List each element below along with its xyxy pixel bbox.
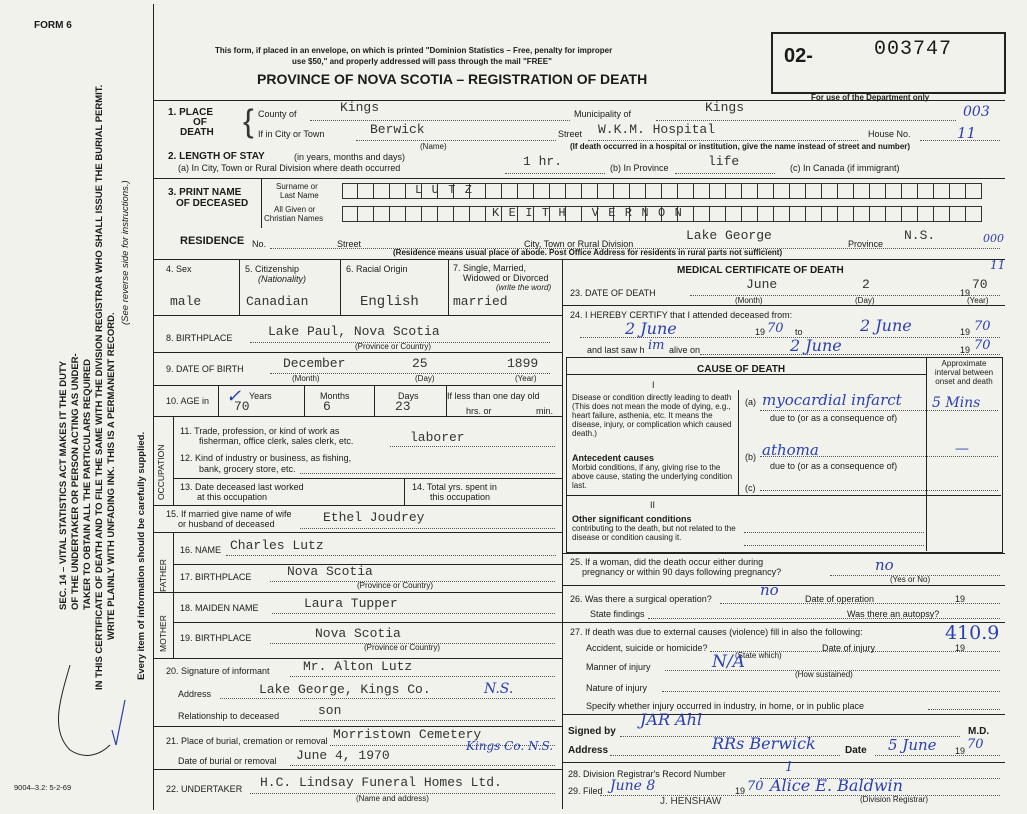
stay-label: 2. LENGTH OF STAY <box>168 151 265 162</box>
medical-corner-code: 11 <box>990 258 1006 272</box>
filed-label: 29. Filed <box>568 786 603 796</box>
alive-on-label: alive on <box>669 345 701 355</box>
name-note: (Name) <box>420 142 447 151</box>
form-title: PROVINCE OF NOVA SCOTIA – REGISTRATION OF DEATH <box>257 71 648 87</box>
attend-to: 2 June <box>860 316 912 335</box>
burial-label: 21. Place of burial, cremation or removal <box>166 736 328 746</box>
residence-label: RESIDENCE <box>180 235 245 247</box>
manner-label: Manner of injury <box>586 662 651 672</box>
father-bp-label: 17. BIRTHPLACE <box>180 572 252 582</box>
filed-year-prefix: 19 <box>735 786 746 796</box>
less-day-label: If less than one day old <box>447 391 540 401</box>
side-text-col2: OF THE UNDERTAKER OR PERSON ACTING AS UNDER- <box>70 353 81 610</box>
given-label2: Christian Names <box>264 214 324 223</box>
last-saw-label: and last saw h <box>587 345 645 355</box>
age-label: 10. AGE in <box>166 396 210 406</box>
burial-date-hw: Kings Co. N.S. <box>466 739 554 753</box>
days-label: Days <box>398 391 419 401</box>
antecedent-note: Morbid conditions, if any, giving rise to the above cause, stating the underlying condition last. <box>572 463 733 490</box>
citizenship-label2: (Nationality) <box>258 274 307 284</box>
last-saw-hw: im <box>648 338 665 353</box>
surname-value: LUTZ <box>415 183 482 197</box>
marital-label3: (write the word) <box>496 283 552 292</box>
dod-day: 2 <box>862 277 870 292</box>
stay-c-label: (c) In Canada (if immigrant) <box>790 163 900 173</box>
part-1: I <box>652 380 655 390</box>
antecedent-label: Antecedent causes <box>572 453 655 463</box>
house-label: House No. <box>868 129 911 139</box>
industry-label2: bank, grocery store, etc. <box>199 464 296 474</box>
residence-street-label: Street <box>337 239 362 249</box>
last-saw-year: 70 <box>974 338 991 353</box>
cause-a-interval: 5 Mins <box>932 395 981 411</box>
undertaker-note: (Name and address) <box>356 794 429 803</box>
residence-city: Lake George <box>686 228 772 243</box>
how-sustained: (How sustained) <box>795 670 853 679</box>
relationship-label: Relationship to deceased <box>178 711 280 721</box>
place-label2: OF <box>193 117 207 128</box>
mother-name: Laura Tupper <box>304 596 398 611</box>
attend-label: 24. I HEREBY CERTIFY that I attended deceased from: <box>570 310 793 320</box>
father-bp: Nova Scotia <box>287 564 373 579</box>
racial-label: 6. Racial Origin <box>346 264 408 274</box>
mother-vertical: MOTHER <box>158 615 168 652</box>
side-text-col3: TAKER TO OBTAIN ALL THE PARTICULARS REQUIRED <box>82 358 93 610</box>
death-registration-form: FORM 6 SEC. 14 – VITAL STATISTICS ACT MAKES IT THE DUTY OF THE UNDERTAKER OR PERSON ACTING AS UNDER- TAKER TO OBTAIN ALL THE PARTICULARS REQUIRED IN THIS CERTIFICATE OF DEATH AND TO FILE THE SAME WITH THE DIVISION REGISTRAR WHO SHALL ISSUE THE BURIAL PERMIT. WRITE PLAINLY WITH UNFADING INK. THIS IS A PERMANENT RECORD. (See reverse side for instructions.) Every item of information should be carefully supplied. 9004–3.2: 5-2-69 This form, if placed in an envelope, on which is printed "Dominion Statistics – Free, penalty for improper use $50," and properly addressed will pass through the mail "FREE" PROVINCE OF NOVA SCOTIA – REGISTRATION OF DEATH 02- 003747 For use of the Department only 1. PLACE OF DEATH { County of Kings Municipality of Kings 003 If in City or Town Berwick (Name) Street W.K.M. Hospital House No. 11 (If death occurred in a hospital or institution, give the name instead of street and number) 2. LENGTH OF STAY (in years, months and days) (a) In City, Town or Rural Division where death occurred 1 hr. (b) In Province life (c) In Canada (if immigrant) 3. PRINT NAME OF DECEASED Surname or Last Name All Given or Christian Names LUTZ KEITH VERNON RESIDENCE No. Street City, Town or Rural Division Lake George Province N.S. 000 (Residence means usual place of abode. Post Office Address for residents in rural parts not sufficient) 4. Sex male 5. Citizenship (Nationality) Canadian 6. Racial Origin English 7. Single, Married, Widowed or Divorced (write the word) married 8. BIRTHPLACE Lake Paul, Nova Scotia (Province or Country) 9. DATE OF BIRTH December 25 1899 (Month) (Day) (Year) 10. AGE in Years 70 ✓ Months 6 Days 23 If less than one day old hrs. or min. OCCUPATION 11. Trade, profession, or kind of work as fisherman, office clerk, sales clerk, etc. laborer 12. Kind of industry or business, as fishing, bank, grocery store, etc. 13. Date deceased last worked at this occupation 14. Total yrs. spent in this occupation 15. If married give name of wife or husband of deceased Ethel Joudrey FATHER MOTHER 16. NAME Charles Lutz 17. BIRTHPLACE Nova Scotia (Province or Country) 18. MAIDEN NAME Laura Tupper 19. BIRTHPLACE Nova Scotia (Province or Country) 20. Signature of informant Mr. Alton Lutz Address Lake George, Kings Co. N.S. Relationship to deceased son 21. Place of burial, cremation or removal Morristown Cemetery Date of burial or removal June 4, 1970 Kings Co. N.S. 22. UNDERTAKER H.C. Lindsay Funeral Homes Ltd. (Name and address) MEDICAL CERTIFICATE OF DEATH 11 23. DATE OF DEATH June 2 19 70 (Month) (Day) (Year) 24. I HEREBY CERTIFY that I attended deceased from: 2 June 19 70 to 2 June 19 70 and last saw h im alive on 2 June 19 70 CAUSE OF DEATH Approximate interval between onset and death I Disease or condition directly leading to death (This does not mean the mode of dying, e.g., heart failure, asthenia, etc. It means the disease, injury, or complication which caused death.) (a) myocardial infarct 5 Mins due to (or as a consequence of) Antecedent causes Morbid conditions, if any, giving rise to the above cause, stating the underlying condition last. (b) athoma — due to (or as a consequence of) (c) II Other significant conditions contributing to the death, but not related to the disease or condition causing it. 25. If a woman, did the death occur either during pregnancy or within 90 days following pregnancy? no (Yes or No) 26. Was there a surgical operation? no Date of operation 19 State findings Was there an autopsy? 27. If death was due to external causes (violence) fill in also the following: 410.9 Accident, suicide or homicide? Date of injury 19 (State which) Manner of injury N/A (How sustained) Nature of injury Specify whether injury occurred in industry, in home, or in public place Signed by JAR Ahl M.D. Address RRs Berwick Date 5 June 19 70 28. Division Registrar's Record Number 1 29. Filed June 8 19 70 Alice E. Baldwin J. HENSHAW (Division Registrar) <box>0 0 1027 814</box>
dod-year-prefix: 19 <box>960 288 971 298</box>
municipality-label: Municipality of <box>574 109 632 119</box>
total-years-label1: 14. Total yrs. spent in <box>412 482 497 492</box>
attend-from: 2 June <box>625 319 677 338</box>
reg-prefix: 02- <box>784 45 813 67</box>
interval-label: Approximate interval between onset and death <box>934 359 994 386</box>
dod-month: June <box>746 277 778 292</box>
nature-label: Nature of injury <box>586 683 648 693</box>
father-bp-note: (Province or Country) <box>357 581 434 590</box>
dod-day-note: (Day) <box>855 296 875 305</box>
record-label: 28. Division Registrar's Record Number <box>568 769 726 779</box>
father-vertical: FATHER <box>158 559 168 592</box>
relationship-value: son <box>318 703 342 718</box>
accident-label: Accident, suicide or homicide? <box>586 643 708 653</box>
last-saw-date: 2 June <box>790 336 842 355</box>
sex-label: 4. Sex <box>166 264 192 274</box>
findings-label: State findings <box>590 609 645 619</box>
injury-date-label: Date of injury <box>822 643 876 653</box>
informant-label: 20. Signature of informant <box>166 666 270 676</box>
residence-city-label: City, Town or Rural Division <box>524 239 634 249</box>
other-note: contributing to the death, but not related to the disease or condition causing it. <box>572 524 736 542</box>
years-check-mark: ✓ <box>226 386 242 407</box>
signed-value: JAR Ahl <box>640 710 703 729</box>
q26-date-label: Date of operation <box>805 594 875 604</box>
q26-label: 26. Was there a surgical operation? <box>570 594 712 604</box>
city-label: If in City or Town <box>258 129 325 139</box>
street-value: W.K.M. Hospital <box>598 122 716 137</box>
direct-label: Disease or condition directly leading to death (This does not mean the mode of dying, e.g., heart failure, asthenia, etc. It means the disease, injury, or complication which caused death.) <box>572 393 732 438</box>
burial-date-label: Date of burial or removal <box>178 756 277 766</box>
name-label2: OF DECEASED <box>176 198 249 209</box>
street-label: Street <box>558 129 583 139</box>
days-value: 23 <box>395 399 411 414</box>
min-label: min. <box>536 406 554 416</box>
dept-use: For use of the Department only <box>811 93 930 102</box>
filed-year: 70 <box>747 779 764 794</box>
stay-label-note: (in years, months and days) <box>294 152 406 162</box>
father-name-label: 16. NAME <box>180 545 222 555</box>
industry-label1: 12. Kind of industry or business, as fishing, <box>180 453 352 463</box>
attend-to-label: to <box>795 327 803 337</box>
place-label1: 1. PLACE <box>168 107 214 118</box>
stay-b-value: life <box>708 154 740 169</box>
given-label1: All Given or <box>274 205 316 214</box>
medical-title: MEDICAL CERTIFICATE OF DEATH <box>677 265 844 276</box>
filed-by: J. HENSHAW <box>660 796 722 807</box>
citizenship-value: Canadian <box>246 294 309 309</box>
q26-value: no <box>760 581 779 599</box>
dod-year-note: (Year) <box>967 296 989 305</box>
birthplace-label: 8. BIRTHPLACE <box>166 333 233 343</box>
due-to-b: due to (or as a consequence of) <box>770 461 898 471</box>
birthplace-value: Lake Paul, Nova Scotia <box>268 324 440 339</box>
hrs-label: hrs. or <box>466 406 492 416</box>
county-label: County of <box>258 109 297 119</box>
marital-label2: Widowed or Divorced <box>463 273 549 283</box>
cause-title: CAUSE OF DEATH <box>697 364 786 375</box>
mother-bp: Nova Scotia <box>315 626 401 641</box>
q25-note: (Yes or No) <box>890 575 931 584</box>
stay-b-label: (b) In Province <box>610 163 669 173</box>
racial-value: English <box>360 294 419 310</box>
name-label1: 3. PRINT NAME <box>168 187 242 198</box>
q27-label: 27. If death was due to external causes (violence) fill in also the following: <box>570 627 863 637</box>
notice-line1: This form, if placed in an envelope, on which is printed "Dominion Statistics – Free, penalty for improper <box>215 46 613 55</box>
sig-year-value: 70 <box>967 737 984 752</box>
attend-from-year: 70 <box>767 321 784 336</box>
dob-month-note: (Month) <box>292 374 320 383</box>
surname-label2: Last Name <box>280 191 319 200</box>
trade-label1: 11. Trade, profession, or kind of work as <box>180 426 340 436</box>
cause-c-label: (c) <box>745 483 756 493</box>
citizenship-label1: 5. Citizenship <box>245 264 300 274</box>
hospital-note: (If death occurred in a hospital or institution, give the name instead of street and number) <box>570 142 911 151</box>
residence-province-label: Province <box>848 239 884 249</box>
side-text-col5: WRITE PLAINLY WITH UNFADING INK. THIS IS A PERMANENT RECORD. <box>106 312 117 640</box>
dob-year: 1899 <box>507 356 539 371</box>
registrar-note: (Division Registrar) <box>860 795 929 804</box>
undertaker-label: 22. UNDERTAKER <box>166 784 243 794</box>
informant-address-label: Address <box>178 689 212 699</box>
dod-year: 70 <box>972 277 988 292</box>
sig-date-label: Date <box>845 745 867 756</box>
side-text-col1: SEC. 14 – VITAL STATISTICS ACT MAKES IT THE DUTY <box>58 360 69 610</box>
informant-value: Mr. Alton Lutz <box>303 659 413 674</box>
sig-address-value: RRs Berwick <box>712 734 816 753</box>
last-worked-label2: at this occupation <box>197 492 268 502</box>
burial-date: June 4, 1970 <box>296 748 390 763</box>
trade-label2: fisherman, office clerk, sales clerk, etc. <box>199 436 354 446</box>
residence-province-code: 000 <box>983 232 1004 245</box>
municipality-value: Kings <box>705 100 745 115</box>
cause-b-label: (b) <box>745 452 756 462</box>
dob-day-note: (Day) <box>415 374 435 383</box>
cause-a-label: (a) <box>745 397 756 407</box>
county-value: Kings <box>340 100 380 115</box>
house-value: 11 <box>957 124 977 142</box>
spouse-label2: or husband of deceased <box>178 519 275 529</box>
attend-to-year: 70 <box>974 319 991 334</box>
side-note: (See reverse side for instructions.) <box>120 180 131 325</box>
manner-value: N/A <box>712 652 745 672</box>
dod-label: 23. DATE OF DEATH <box>570 288 656 298</box>
years-value: 70 <box>234 399 250 414</box>
mother-name-label: 18. MAIDEN NAME <box>180 603 259 613</box>
stay-a-value: 1 hr. <box>523 154 563 169</box>
part-2: II <box>650 500 656 510</box>
municipality-code: 003 <box>963 104 990 120</box>
dob-label: 9. DATE OF BIRTH <box>166 364 244 374</box>
q25-label1: 25. If a woman, did the death occur either during <box>570 557 764 567</box>
mother-bp-label: 19. BIRTHPLACE <box>180 633 252 643</box>
years-label: Years <box>249 391 272 401</box>
surname-label1: Surname or <box>276 182 318 191</box>
burial-place: Morristown Cemetery <box>333 727 482 742</box>
filed-value: June 8 <box>610 778 656 794</box>
last-saw-year-prefix: 19 <box>960 345 971 355</box>
months-label: Months <box>320 391 350 401</box>
other-label: Other significant conditions <box>572 514 692 524</box>
given-value: KEITH VERNON <box>492 206 692 220</box>
city-value: Berwick <box>370 122 425 137</box>
informant-address-hw: N.S. <box>484 681 514 697</box>
notice-line2: use $50," and properly addressed will pass through the mail "FREE" <box>292 57 552 66</box>
total-years-label2: this occupation <box>430 492 491 502</box>
injury-year-prefix: 19 <box>955 643 966 653</box>
sig-date-value: 5 June <box>888 736 937 754</box>
dob-month: December <box>283 356 346 371</box>
dob-day: 25 <box>412 356 428 371</box>
reg-number: 003747 <box>874 38 953 61</box>
spouse-label1: 15. If married give name of wife <box>166 509 292 519</box>
place-label3: DEATH <box>180 127 214 138</box>
cause-b-value: athoma <box>762 441 819 459</box>
sig-address-label: Address <box>568 745 609 756</box>
signed-label: Signed by <box>568 726 616 737</box>
residence-no-label: No. <box>252 239 267 249</box>
md-label: M.D. <box>968 726 990 737</box>
trade-value: laborer <box>410 430 465 445</box>
side-text-col4: IN THIS CERTIFICATE OF DEATH AND TO FILE THE SAME WITH THE DIVISION REGISTRAR WHO SHALL ISSUE THE BURIAL PERMIT. <box>94 84 105 690</box>
stay-a-label: (a) In City, Town or Rural Division where death occurred <box>178 163 401 173</box>
residence-province: N.S. <box>904 228 936 243</box>
mother-bp-note: (Province or Country) <box>364 643 441 652</box>
sex-value: male <box>170 294 202 309</box>
due-to-a: due to (or as a consequence of) <box>770 413 898 423</box>
informant-address: Lake George, Kings Co. <box>259 682 431 697</box>
attend-to-year-prefix: 19 <box>960 327 971 337</box>
spouse-value: Ethel Joudrey <box>323 510 425 525</box>
state-which: (State which) <box>735 651 782 660</box>
q25-value: no <box>875 556 894 574</box>
residence-note: (Residence means usual place of abode. Post Office Address for residents in rural parts not sufficient) <box>393 248 783 257</box>
form-label: FORM 6 <box>34 20 72 31</box>
industry-injury-label: Specify whether injury occurred in industry, in home, or in public place <box>586 701 864 711</box>
autopsy-label: Was there an autopsy? <box>847 609 940 619</box>
cause-a-value: myocardial infarct <box>762 391 902 409</box>
sig-year-prefix: 19 <box>955 746 966 756</box>
attend-from-year-prefix: 19 <box>755 327 766 337</box>
record-value: 1 <box>785 760 794 775</box>
occupation-vertical: OCCUPATION <box>156 444 166 500</box>
dob-year-note: (Year) <box>515 374 537 383</box>
registrar-signature: Alice E. Baldwin <box>770 776 903 795</box>
birthplace-note: (Province or Country) <box>355 342 432 351</box>
cause-b-interval: — <box>955 441 969 457</box>
margin-pen-mark <box>40 660 130 770</box>
marital-value: married <box>453 294 508 309</box>
q25-label2: pregnancy or within 90 days following pregnancy? <box>582 567 782 577</box>
undertaker-value: H.C. Lindsay Funeral Homes Ltd. <box>260 775 502 790</box>
dod-month-note: (Month) <box>735 296 763 305</box>
q27-code: 410.9 <box>945 622 1000 644</box>
form-code: 9004–3.2: 5-2-69 <box>14 783 72 792</box>
side-supplied: Every item of information should be carefully supplied. <box>136 431 147 680</box>
q26-year-prefix: 19 <box>955 594 966 604</box>
marital-label1: 7. Single, Married, <box>453 263 527 273</box>
father-name: Charles Lutz <box>230 538 324 553</box>
months-value: 6 <box>323 399 331 414</box>
last-worked-label1: 13. Date deceased last worked <box>180 482 304 492</box>
